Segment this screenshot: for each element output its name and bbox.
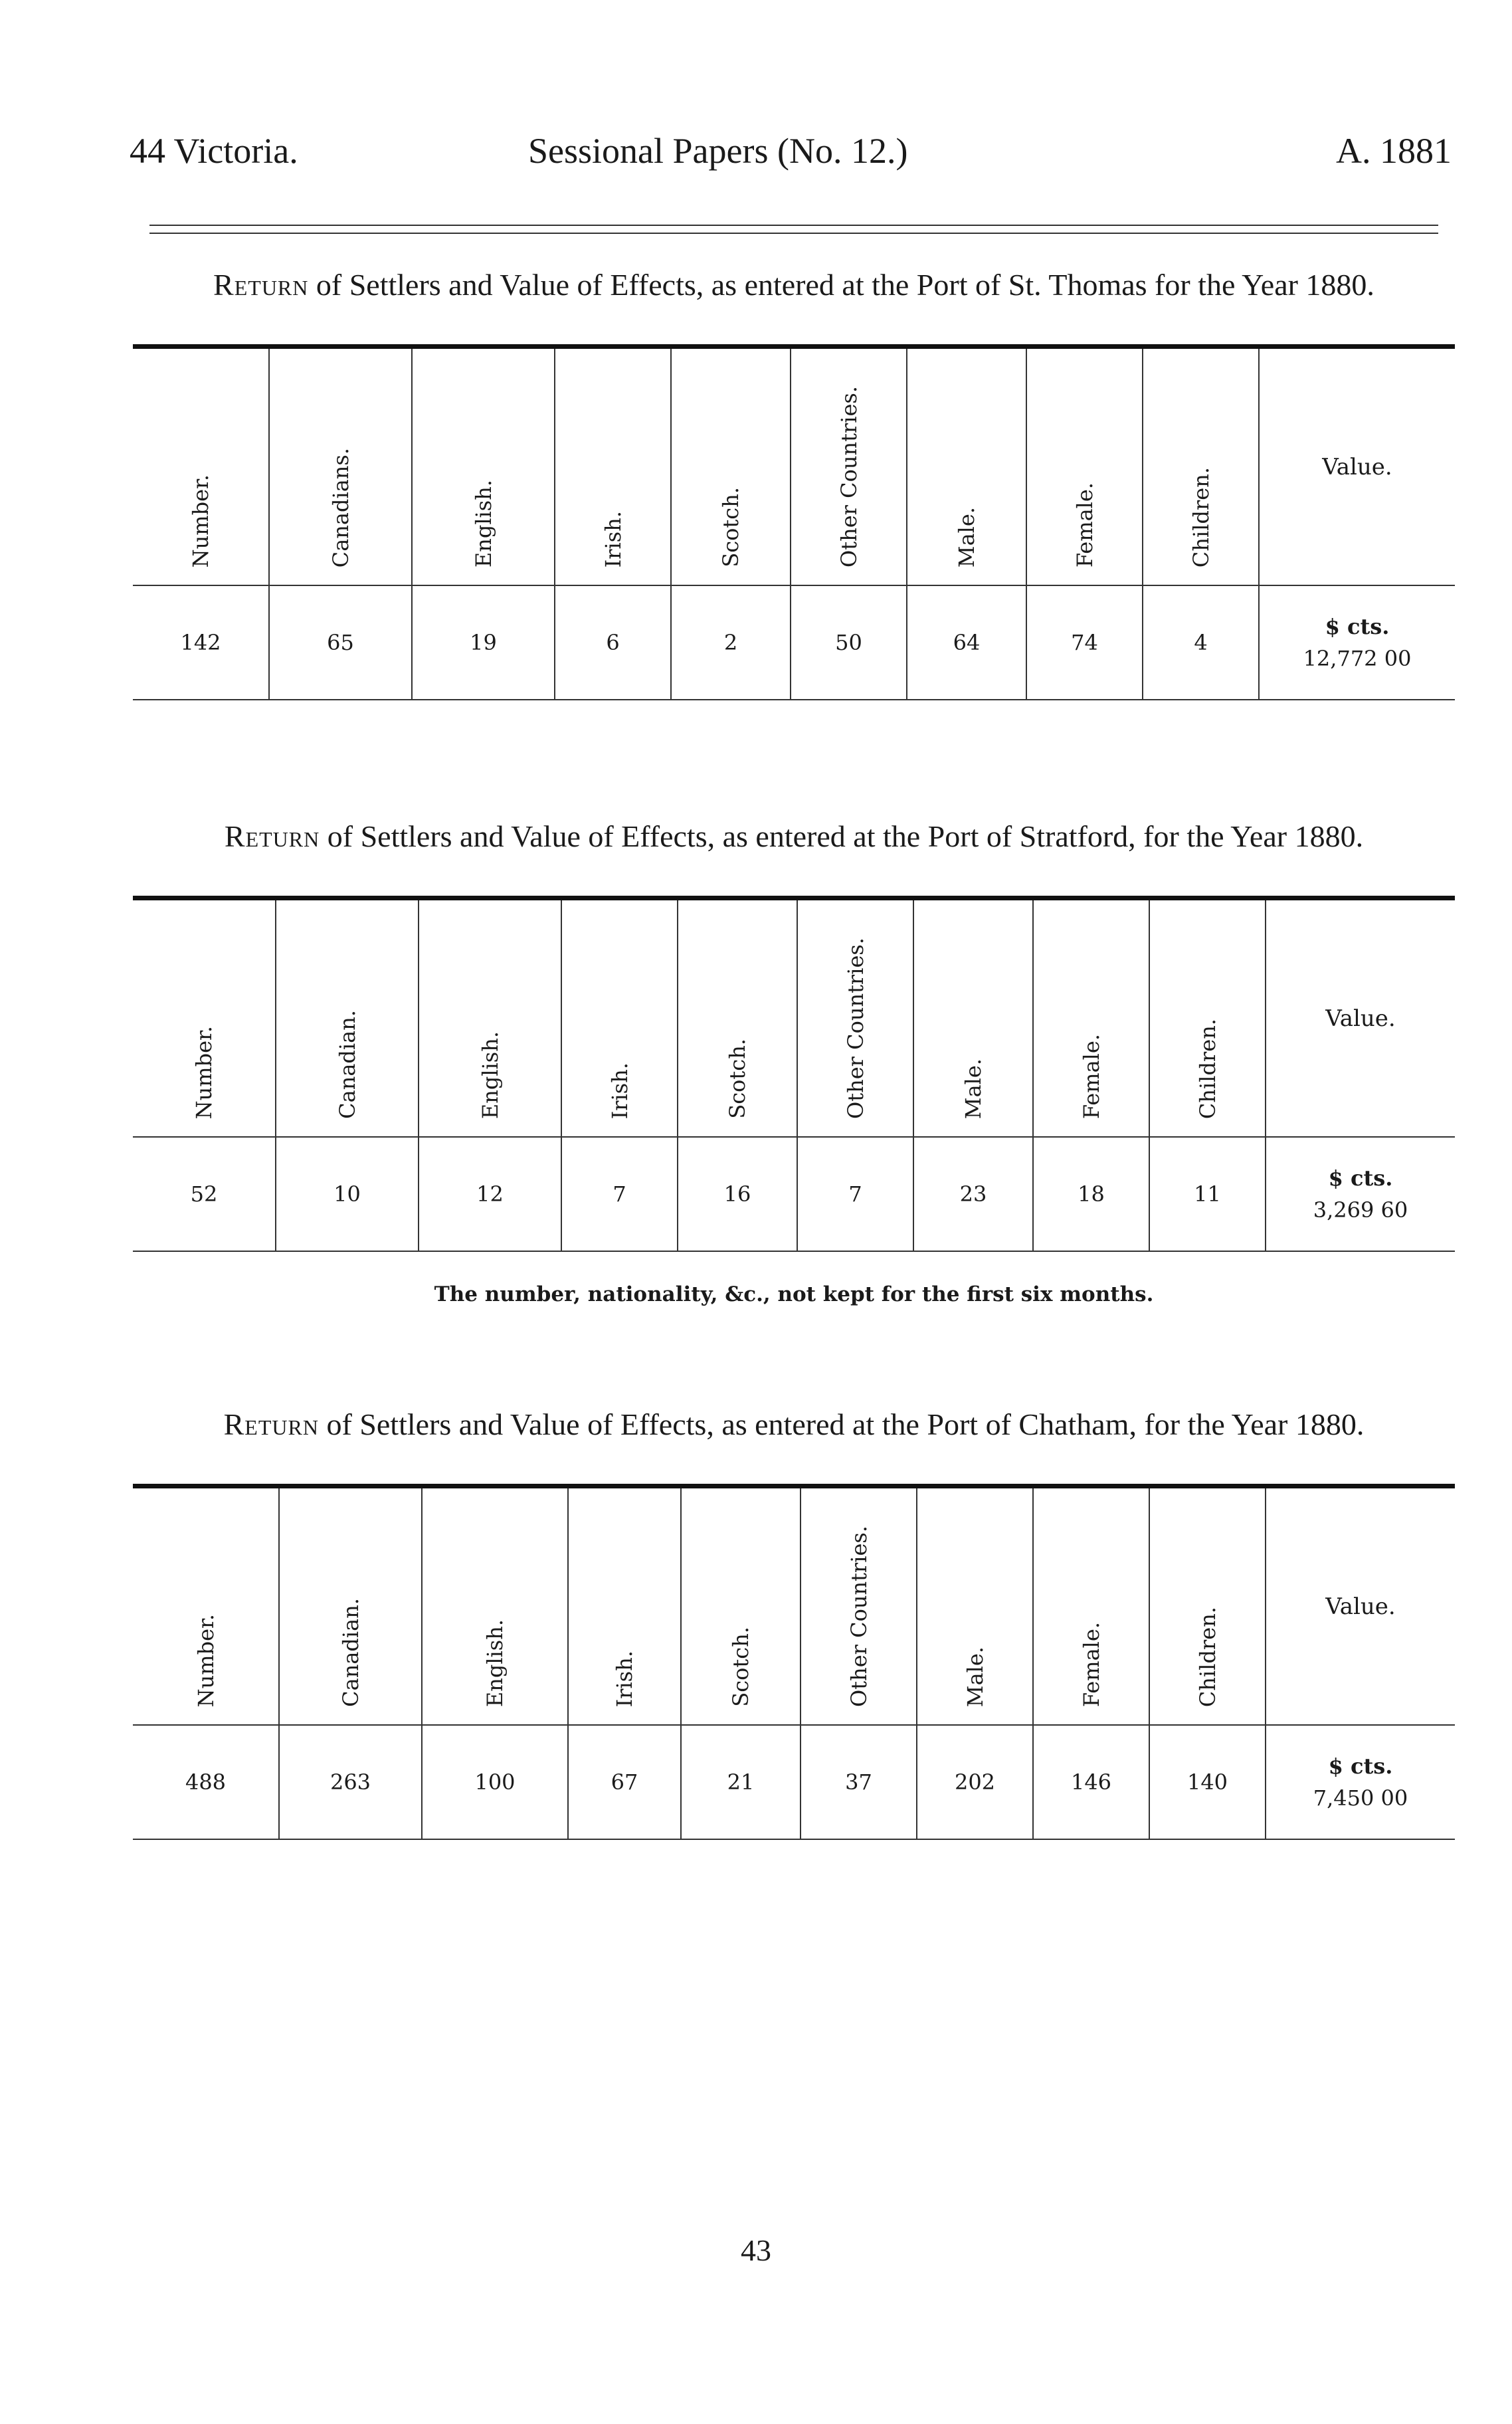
col-english: English. [412, 349, 555, 585]
col-other-countries: Other Countries. [801, 1488, 917, 1725]
thick-rule [133, 1484, 1455, 1488]
cell-number: 52 [133, 1137, 276, 1251]
currency-label: $ cts. [1328, 1754, 1393, 1779]
table-note: The number, nationality, &c., not kept for the first six months. [434, 1282, 1154, 1306]
cell-female: 74 [1026, 585, 1143, 700]
cell-irish: 67 [568, 1725, 681, 1839]
cell-other-countries: 50 [791, 585, 907, 700]
thick-rule [133, 896, 1455, 900]
title-lead: Return [223, 1407, 319, 1441]
header-rule-2 [149, 233, 1438, 234]
cell-male: 202 [917, 1725, 1033, 1839]
currency-label: $ cts. [1325, 614, 1390, 639]
table-row [133, 585, 1455, 700]
cell-children: 11 [1149, 1137, 1266, 1251]
col-value: Value. [1322, 453, 1392, 480]
cell-male: 23 [913, 1137, 1033, 1251]
col-female: Female. [1033, 1488, 1149, 1725]
cell-other-countries: 7 [797, 1137, 913, 1251]
return-st-thomas [133, 266, 1455, 700]
cell-children: 4 [1143, 585, 1259, 700]
return-chatham [133, 1405, 1455, 1840]
cell-english: 19 [412, 585, 555, 700]
header-title: Sessional Papers (No. 12.) [528, 131, 908, 171]
cell-english: 100 [422, 1725, 568, 1839]
col-male: Male. [917, 1488, 1033, 1725]
table-row [133, 1725, 1455, 1839]
cell-children: 140 [1149, 1725, 1266, 1839]
cell-scotch: 16 [678, 1137, 797, 1251]
col-canadians: Canadians. [269, 349, 412, 585]
col-scotch: Scotch. [678, 900, 797, 1137]
return-stratford [133, 817, 1455, 1306]
col-other-countries: Other Countries. [791, 349, 907, 585]
cell-canadian: 10 [276, 1137, 419, 1251]
page-header [130, 130, 1452, 183]
settlers-table [133, 349, 1455, 700]
col-english: English. [419, 900, 561, 1137]
settlers-table [133, 900, 1455, 1252]
col-children: Children. [1149, 900, 1266, 1137]
cell-other-countries: 37 [801, 1725, 917, 1839]
table-title [133, 817, 1455, 856]
title-rest: of Settlers and Value of Effects, as entered at the Port of Chatham, for the Year 1880. [326, 1407, 1365, 1441]
col-number: Number. [133, 1488, 279, 1725]
col-canadian: Canadian. [276, 900, 419, 1137]
col-value: Value. [1325, 1593, 1396, 1620]
col-female: Female. [1033, 900, 1149, 1137]
table-row [133, 1137, 1455, 1251]
cell-scotch: 21 [681, 1725, 801, 1839]
title-lead: Return [224, 819, 320, 853]
cell-number: 488 [133, 1725, 279, 1839]
col-male: Male. [913, 900, 1033, 1137]
thick-rule [133, 344, 1455, 349]
col-value: Value. [1325, 1005, 1396, 1032]
col-other-countries: Other Countries. [797, 900, 913, 1137]
col-children: Children. [1149, 1488, 1266, 1725]
page-number: 43 [741, 2233, 771, 2267]
value-amount: 7,450 00 [1313, 1785, 1408, 1811]
header-rule [149, 225, 1438, 226]
col-irish: Irish. [568, 1488, 681, 1725]
col-number: Number. [133, 349, 269, 585]
col-irish: Irish. [561, 900, 678, 1137]
cell-canadians: 65 [269, 585, 412, 700]
table-title [133, 266, 1455, 304]
cell-english: 12 [419, 1137, 561, 1251]
cell-value [1266, 1137, 1455, 1251]
title-rest: of Settlers and Value of Effects, as entered at the Port of Stratford, for the Year 1880. [327, 819, 1364, 853]
col-male: Male. [907, 349, 1026, 585]
header-session: 44 Victoria. [130, 131, 298, 171]
cell-value [1259, 585, 1455, 700]
table-title [133, 1405, 1455, 1444]
title-rest: of Settlers and Value of Effects, as entered at the Port of St. Thomas for the Year 1880. [316, 268, 1374, 302]
cell-male: 64 [907, 585, 1026, 700]
col-scotch: Scotch. [681, 1488, 801, 1725]
cell-canadian: 263 [279, 1725, 422, 1839]
cell-irish: 6 [555, 585, 671, 700]
cell-irish: 7 [561, 1137, 678, 1251]
value-amount: 3,269 60 [1313, 1197, 1408, 1223]
cell-female: 18 [1033, 1137, 1149, 1251]
col-children: Children. [1143, 349, 1259, 585]
col-canadian: Canadian. [279, 1488, 422, 1725]
cell-scotch: 2 [671, 585, 791, 700]
col-english: English. [422, 1488, 568, 1725]
col-female: Female. [1026, 349, 1143, 585]
col-number: Number. [133, 900, 276, 1137]
settlers-table [133, 1488, 1455, 1840]
col-scotch: Scotch. [671, 349, 791, 585]
col-irish: Irish. [555, 349, 671, 585]
value-amount: 12,772 00 [1303, 646, 1412, 671]
cell-female: 146 [1033, 1725, 1149, 1839]
cell-number: 142 [133, 585, 269, 700]
title-lead: Return [213, 268, 309, 302]
cell-value [1266, 1725, 1455, 1839]
header-year: A. 1881 [1336, 131, 1452, 171]
currency-label: $ cts. [1328, 1165, 1393, 1191]
